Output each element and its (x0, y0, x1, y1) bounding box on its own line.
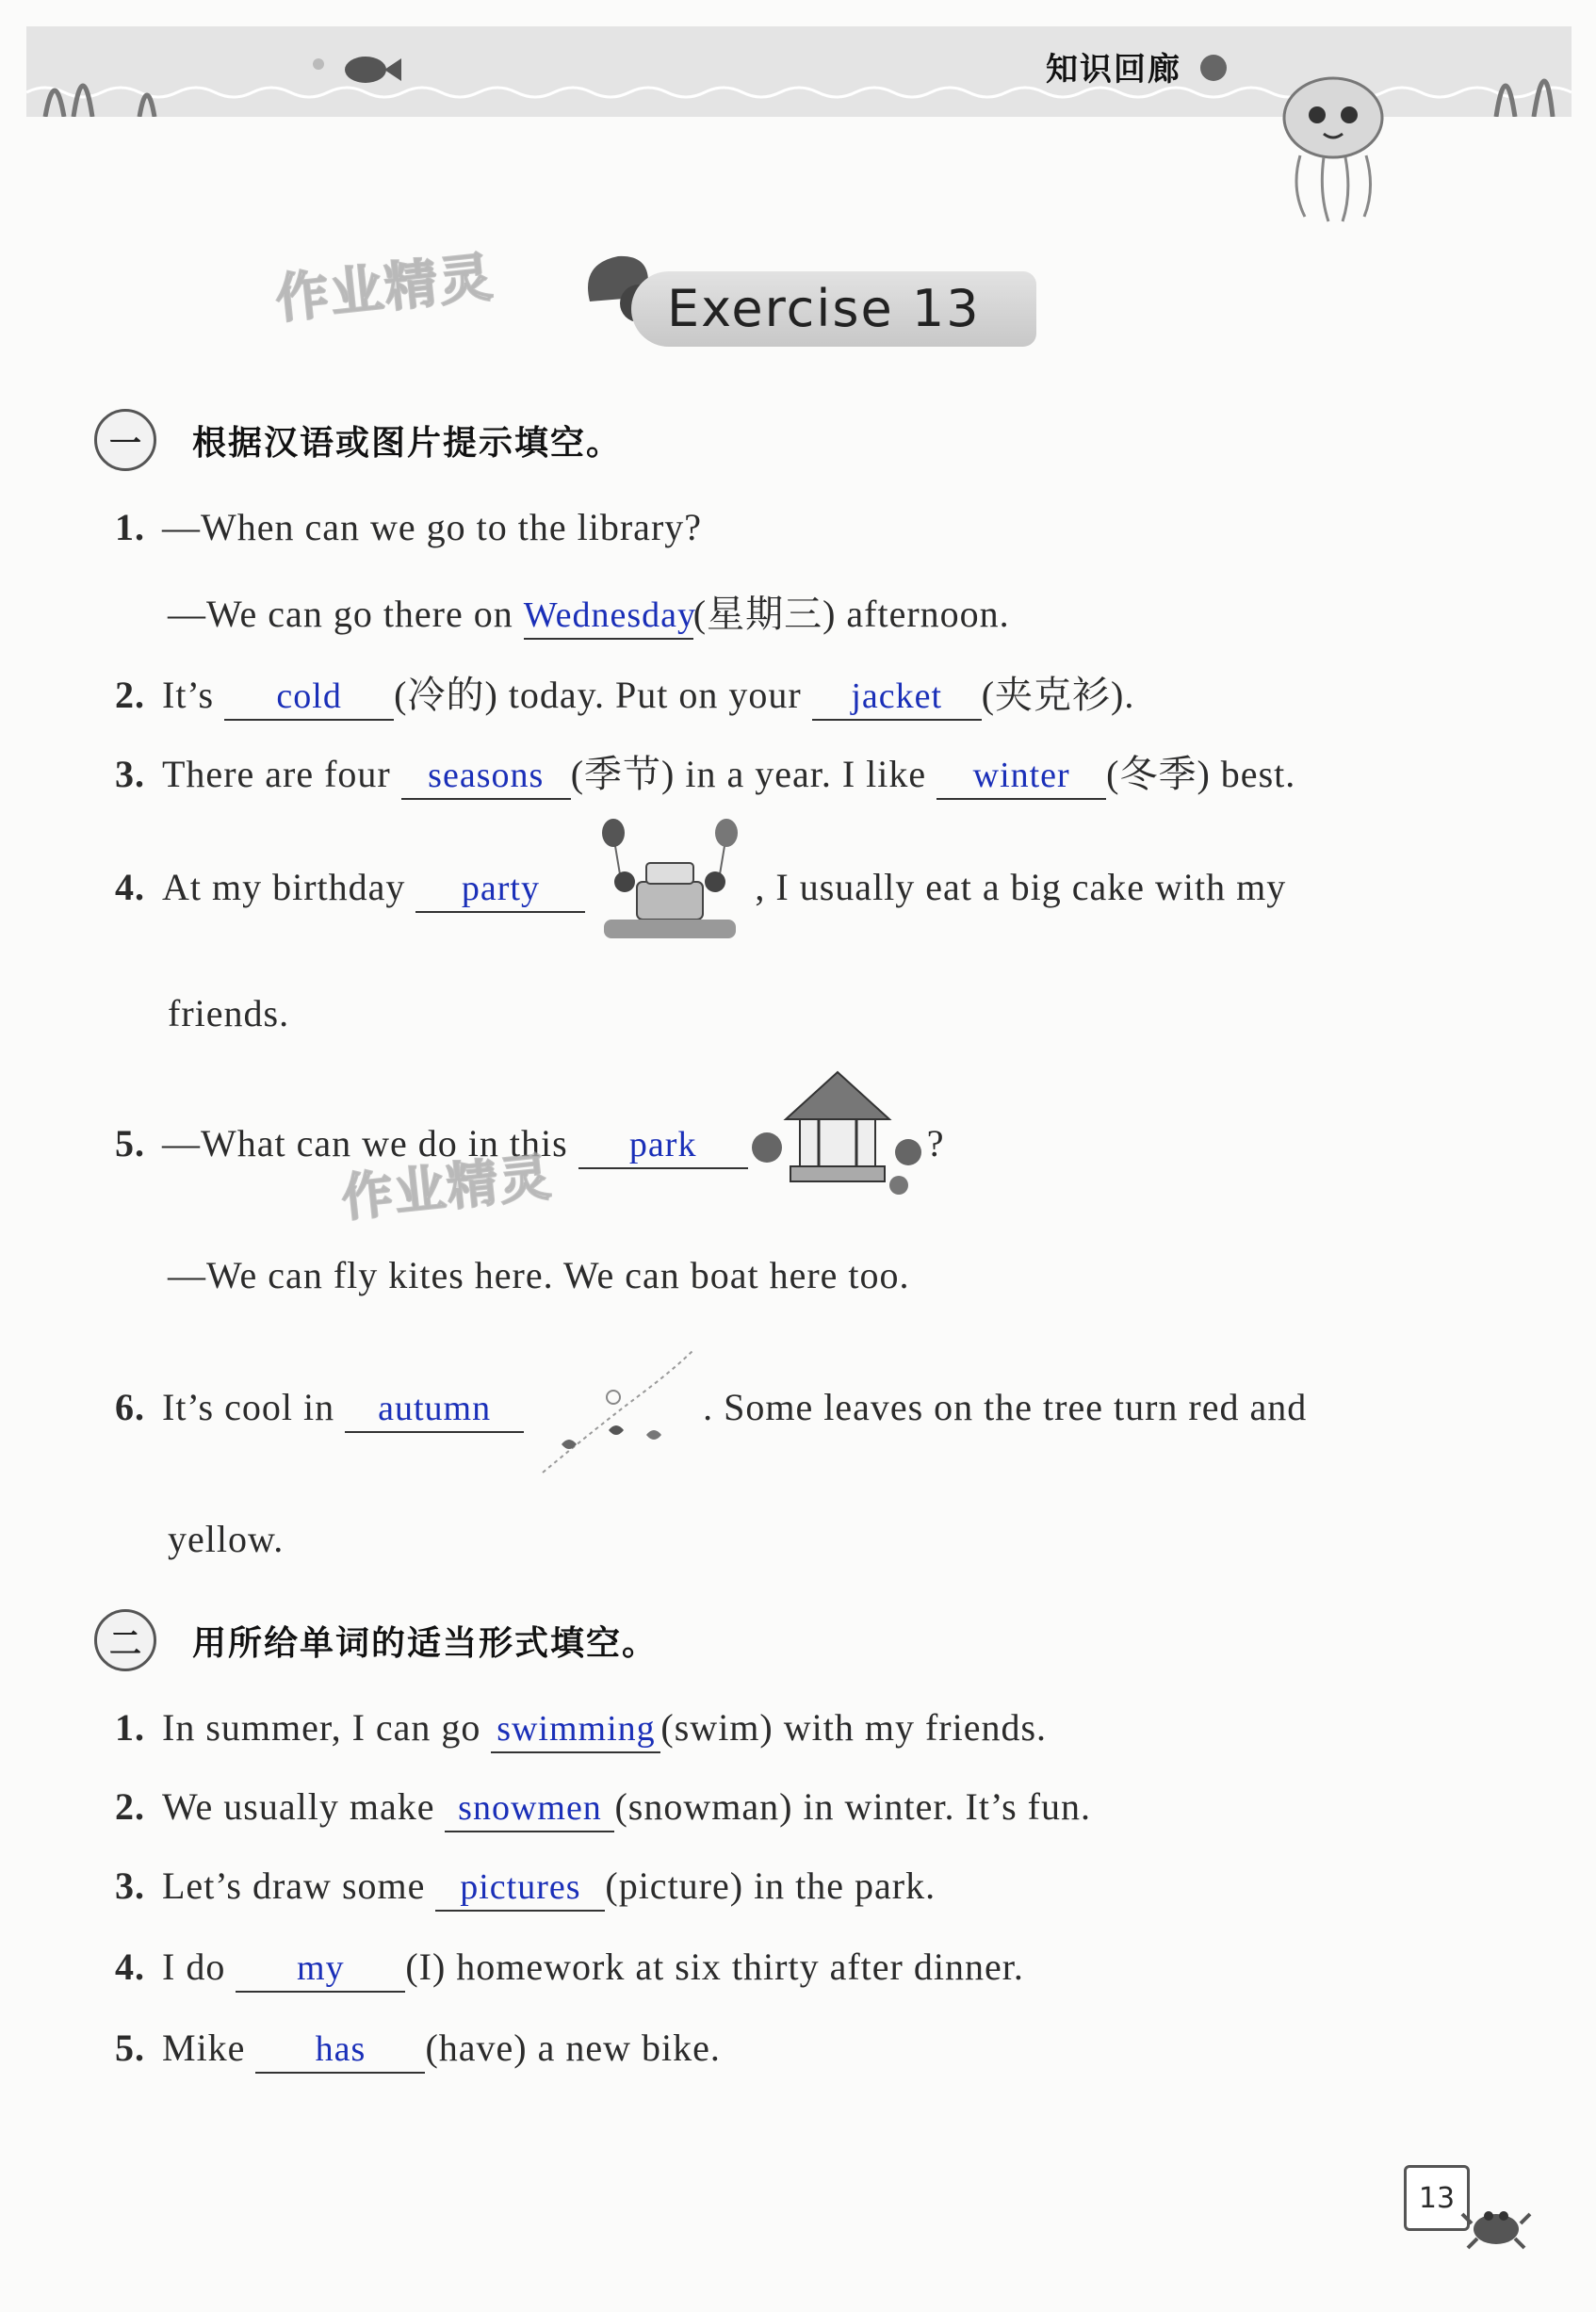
question-number: 2. (115, 674, 145, 716)
answer-text: jacket (851, 676, 943, 716)
section-title: 用所给单词的适当形式填空。 (192, 1624, 659, 1663)
answer-blank[interactable] (491, 1705, 660, 1753)
answer-text: cold (276, 676, 342, 716)
question-4-continuation: friends. (168, 992, 290, 1034)
answer-text: autumn (378, 1389, 492, 1428)
answer-blank[interactable] (401, 752, 571, 800)
question-text: (have) a new bike. (425, 2027, 721, 2069)
header-title: 知识回廊 (1046, 51, 1181, 89)
question-6 (115, 1385, 1307, 1433)
answer-blank[interactable] (435, 1864, 605, 1912)
answer-blank[interactable] (445, 1784, 614, 1832)
answer-text: snowmen (458, 1788, 602, 1828)
falling-leaves-picture (524, 1341, 703, 1482)
jellyfish-icon (1272, 66, 1394, 226)
question-1 (115, 1705, 1047, 1753)
answer-text: seasons (428, 756, 545, 795)
exercise-title: Exercise 13 (667, 279, 981, 338)
question-text: (夹克衫). (981, 674, 1135, 716)
question-number: 4. (115, 1946, 145, 1988)
question-text: —What can we do in this (162, 1122, 578, 1164)
question-5-second-line: —We can fly kites here. We can boat here too. (168, 1254, 910, 1296)
question-number: 3. (115, 753, 145, 795)
page-number: 13 (1404, 2165, 1470, 2231)
question-text: It’s cool in (162, 1386, 346, 1428)
question-text: (I) homework at six thirty after dinner. (405, 1946, 1024, 1988)
section-title: 根据汉语或图片提示填空。 (192, 424, 623, 463)
question-number: 5. (115, 2027, 145, 2069)
question-text: We usually make (162, 1785, 446, 1828)
answer-blank[interactable] (578, 1121, 748, 1169)
section-badge: 二 (94, 1609, 156, 1671)
question-text: (冷的) today. Put on your (394, 674, 812, 716)
question-text: . Some leaves on the tree turn red and (703, 1386, 1308, 1428)
question-number: 3. (115, 1864, 145, 1907)
answer-text: my (297, 1948, 345, 1988)
answer-blank[interactable] (236, 1945, 405, 1993)
question-text: —We can go there on (168, 593, 524, 635)
question-text: At my birthday (162, 866, 416, 908)
question-3 (115, 1864, 936, 1912)
answer-text: park (628, 1125, 697, 1164)
question-text: Let’s draw some (162, 1864, 436, 1907)
question-text: (swim) with my friends. (660, 1706, 1048, 1749)
question-text: Mike (162, 2027, 256, 2069)
question-2 (115, 1784, 1091, 1832)
crab-icon (1458, 2195, 1534, 2252)
answer-blank[interactable] (224, 673, 394, 721)
answer-text: swimming (497, 1709, 656, 1749)
question-text: , I usually eat a big cake with my (755, 866, 1287, 908)
section-badge: 一 (94, 409, 156, 471)
question-text: There are four (162, 753, 401, 795)
question-6-continuation: yellow. (168, 1518, 285, 1560)
park-pavilion-picture (748, 1063, 927, 1204)
question-text: It’s (162, 674, 225, 716)
question-1-answer-line (168, 584, 1010, 640)
question-text: —When can we go to the library? (162, 506, 703, 548)
question-4 (115, 865, 1286, 913)
question-text: (冬季) best. (1106, 753, 1296, 795)
answer-blank[interactable] (255, 2026, 425, 2074)
question-number: 2. (115, 1785, 145, 1828)
question-text: (snowman) in winter. It’s fun. (614, 1785, 1091, 1828)
answer-blank[interactable] (345, 1385, 524, 1433)
question-text: (星期三) afternoon. (692, 593, 1010, 635)
question-4 (115, 1945, 1024, 1993)
question-number: 1. (115, 506, 145, 548)
question-text: In summer, I can go (162, 1706, 492, 1749)
answer-blank[interactable] (812, 673, 982, 721)
question-text: (picture) in the park. (605, 1864, 936, 1907)
answer-blank[interactable] (523, 592, 696, 640)
question-number: 6. (115, 1386, 145, 1428)
answer-text: Wednesday (523, 595, 696, 635)
question-3 (115, 744, 1295, 800)
answer-blank[interactable] (415, 865, 585, 913)
answer-blank[interactable] (936, 752, 1106, 800)
question-text: ? (926, 1122, 945, 1164)
question-number: 5. (115, 1122, 145, 1164)
answer-text: winter (972, 756, 1070, 795)
watermark: 作业精灵 (272, 247, 497, 331)
question-text: I do (162, 1946, 236, 1988)
question-number: 4. (115, 866, 145, 908)
question-5 (115, 2026, 721, 2074)
answer-text: has (315, 2029, 366, 2069)
birthday-party-picture (585, 816, 755, 948)
question-text: (季节) in a year. I like (570, 753, 937, 795)
watermark: 作业精灵 (338, 1147, 556, 1229)
answer-text: pictures (460, 1867, 581, 1907)
question-number: 1. (115, 1706, 145, 1749)
question-2 (115, 665, 1134, 721)
question-1 (115, 505, 702, 549)
answer-text: party (461, 869, 540, 908)
